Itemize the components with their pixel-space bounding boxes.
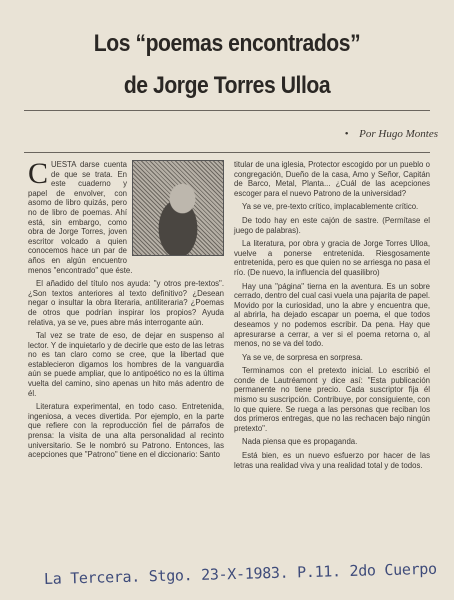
top-rule bbox=[24, 110, 430, 111]
paragraph: Terminamos con el pretexto inicial. Lo escribió el conde de Lautréamont y dice así: "Esta publicación permanente no tiene precio. Cada suscriptor fija él mismo su suscripción. Contribuye, por consiguiente, con lo que quiere. Se ruega a las personas que reciban los dos primeros entregas, que no las rechacen bajo ningún pretexto". bbox=[234, 366, 430, 433]
byline-text: Por Hugo Montes bbox=[359, 128, 438, 140]
paragraph: CUESTA darse cuenta de que se trata. En este cuaderno y papel de envolver, con asomo de libro quizás, pero no de libro de poemas. Ahí está, sin embargo, como obra de Jorge Torres, joven escritor volcado a quien conocemos hace un par de años en algún encuentro menos "encontrado" que éste. bbox=[28, 157, 133, 275]
paragraph: La literatura, por obra y gracia de Jorge Torres Ulloa, vuelve a ponerse entretenida. Riesgosamente entretenida, pero es que quien no se arriesga no pasa el río. (De nuevo, la influencia del quasilibro) bbox=[234, 239, 430, 277]
paragraph: Hay una "página" tierna en la aventura. Es un sobre cerrado, dentro del cual casi vuela una pajarita de papel. Movido por la curiosidad, uno la abre y encuentra que, al abrirla, ha dejado escapar un poema, el que todos deseamos y no podemos escribir. Da pena. Hay que apresurarse a cerrar, a ver si el poema retorna o, al menos, no se va del todo. bbox=[234, 281, 430, 349]
article-column-left bbox=[28, 157, 224, 464]
paragraph: Ya se ve, pre-texto crítico, implacablemente crítico. bbox=[242, 202, 419, 212]
paragraph: Está bien, es un nuevo esfuerzo por hacer de las letras una realidad viva y una realidad total y de todos. bbox=[234, 451, 430, 470]
headline-line-2: de Jorge Torres Ulloa bbox=[123, 72, 331, 99]
paragraph: De todo hay en este cajón de sastre. (Permítase el juego de palabras). bbox=[234, 215, 430, 235]
byline bbox=[345, 128, 438, 140]
handwritten-source-note: La Tercera. Stgo. 23-X-1983. P.11. 2do Cuerpo bbox=[43, 559, 437, 588]
author-photo bbox=[132, 160, 224, 256]
paragraph: Literatura experimental, en todo caso. Entretenida, ingeniosa, a veces divertida. Por ejemplo, en la parte que refiere con la reproducción fiel de párrafos de prensa: la visita de una alta personalidad al recinto universitario. Se le nombró su Patrono. Entonces, las acepciones que "Patrono" tiene en el diccionario: Santo bbox=[28, 402, 224, 460]
paragraph: titular de una iglesia, Protector escogido por un pueblo o congregación, Dueño de la casa, Amo y Señor, Capitán de Barco, Metal, Planta... ¿Cuál de las acepciones escoger para el nuevo Patrono de la universidad? bbox=[234, 160, 430, 198]
paragraph: Ya se ve, de sorpresa en sorpresa. bbox=[242, 352, 363, 362]
paragraph: El añadido del título nos ayuda: "y otros pre-textos". ¿Son textos anteriores al texto definitivo? ¿Desean negar o insultar la obra literaria, antiliteraria? ¿Poemas de otros que podrían inspirar los propios? Ayuda relativa, ya se ve, pues abre más interrogante aún. bbox=[28, 279, 224, 327]
bottom-rule bbox=[24, 152, 430, 153]
article-column-right bbox=[234, 160, 430, 474]
headline-line-1: Los “poemas encontrados” bbox=[93, 30, 361, 57]
paragraph: Nada piensa que es propaganda. bbox=[242, 437, 358, 447]
paragraph: Tal vez se trate de eso, de dejar en suspenso al lector. Y de inquietarlo y de decirle que esto de las letras no es tan claro como se cree, que la libertad que establecieron digamos los hombres de la vanguardia aún se puede ampliar, que lo antipoético no es la última vuelta del camino, sino apenas un hito más adentro de él. bbox=[28, 331, 224, 398]
drop-cap: C bbox=[28, 157, 49, 190]
byline-bullet: • bbox=[344, 128, 349, 140]
